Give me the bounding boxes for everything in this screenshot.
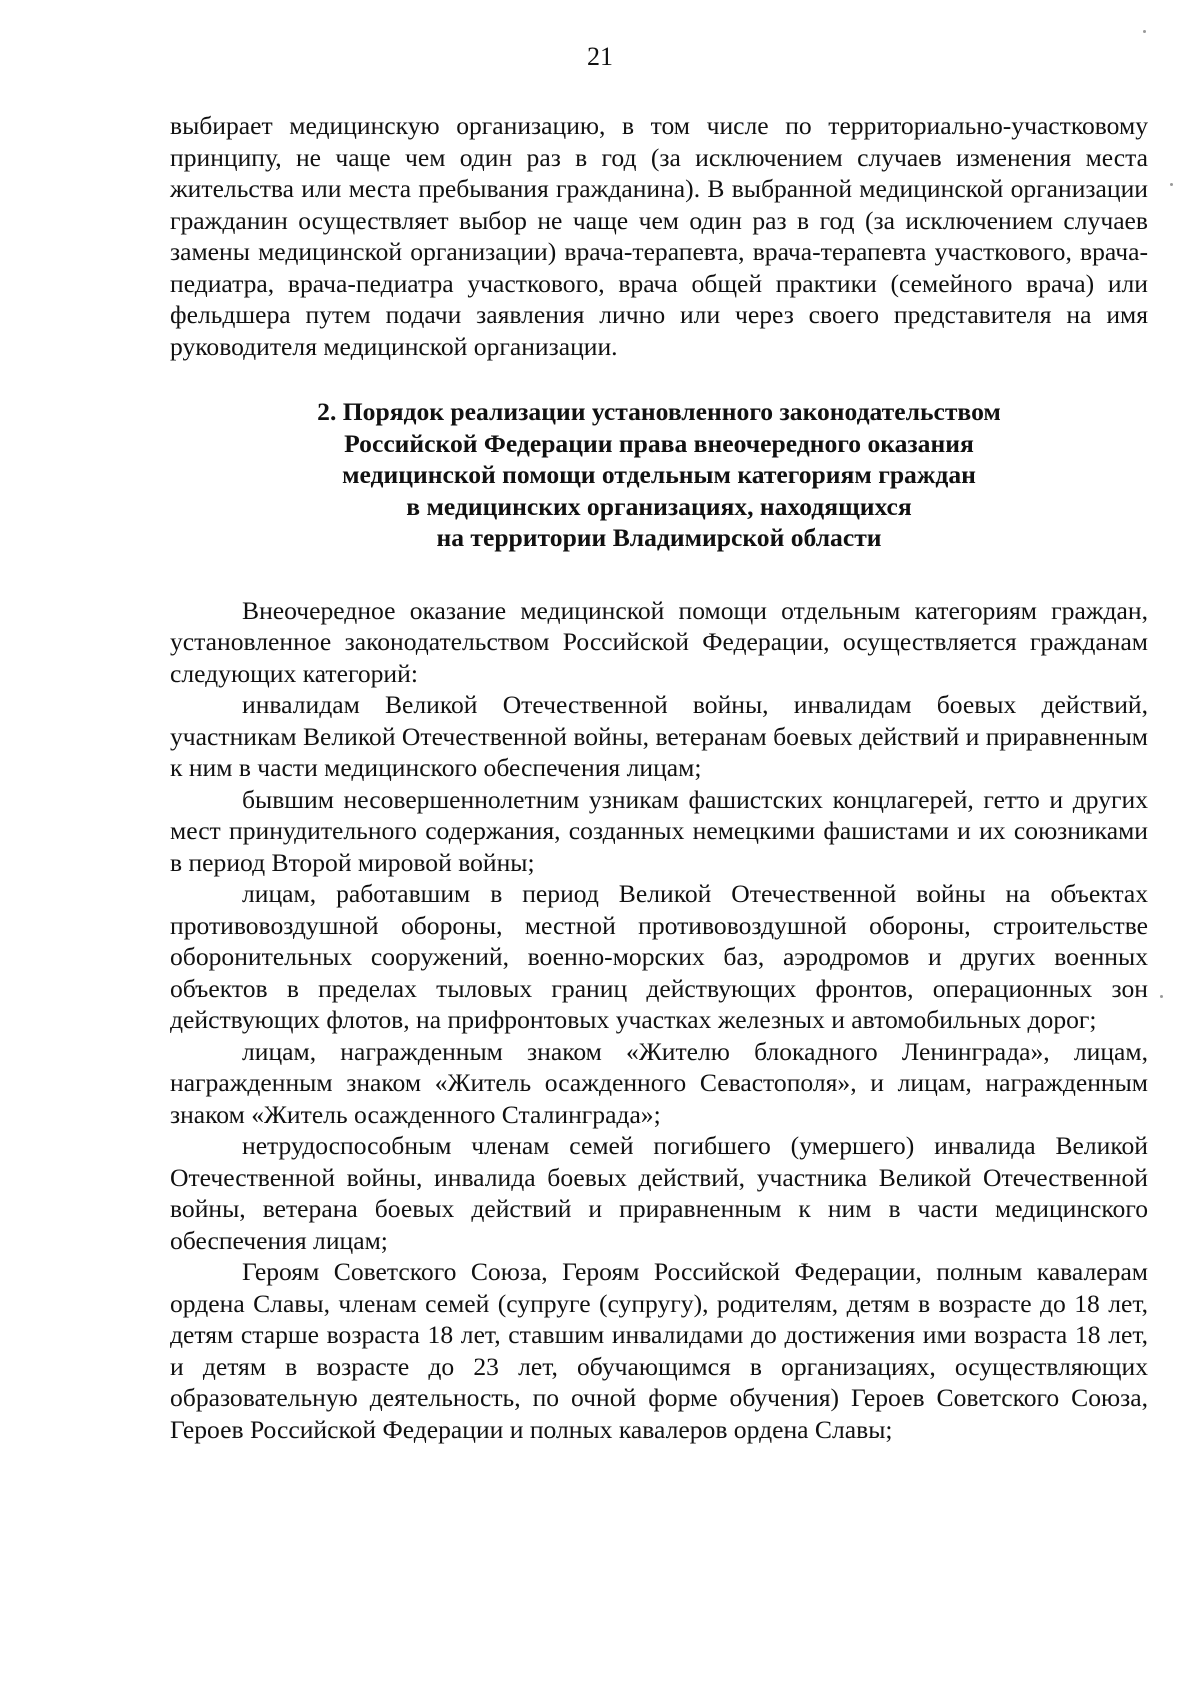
section-heading-line: Российской Федерации права внеочередного оказания (344, 428, 974, 458)
section-heading-line: медицинской помощи отдельным категориям граждан (342, 460, 976, 490)
section-heading-line: на территории Владимирской области (436, 523, 882, 553)
intro-paragraph: выбирает медицинскую организацию, в том числе по территориально-участковому принципу, не чаще чем один раз в год (за исключением случаев изменения места жительства или места пребывания гражданина). В выбранной медицинской организации гражданин осуществляет выбор не чаще чем один раз в год (за исключением случаев замены медицинской организации) врача-терапевта, врача-терапевта участкового, врача-педиатра, врача-педиатра участкового, врача общей практики (семейного врача) или фельдшера путем подачи заявления лично или через своего представителя на имя руководителя медицинской организации. (170, 111, 1148, 361)
section-lead-paragraph: Внеочередное оказание медицинской помощи отдельным категориям граждан, установленное законодательством Российской Федерации, осуществляется гражданам следующих категорий: (170, 595, 1148, 688)
category-item: лицам, награжденным знаком «Жителю блокадного Ленинграда», лицам, награжденным знаком «Житель осажденного Севастополя», и лицам, награжденным знаком «Житель осажденного Сталинграда»; (170, 1036, 1148, 1129)
scan-speck (1160, 995, 1163, 998)
page-number: 21 (587, 42, 613, 71)
document-body (170, 110, 1148, 1445)
category-item: бывшим несовершеннолетним узникам фашистских концлагерей, гетто и других мест принудительного содержания, созданных немецкими фашистами и их союзниками в период Второй мировой войны; (170, 784, 1148, 877)
category-item: инвалидам Великой Отечественной войны, инвалидам боевых действий, участникам Великой Отечественной войны, ветеранам боевых действий и приравненным к ним в части медицинского обеспечения лицам; (170, 690, 1148, 783)
scan-speck (1170, 183, 1173, 186)
category-item: нетрудоспособным членам семей погибшего (умершего) инвалида Великой Отечественной войны, инвалида боевых действий, участника Великой Отечественной войны, ветерана боевых действий и приравненным к ним в части медицинского обеспечения лицам; (170, 1131, 1148, 1255)
category-item: лицам, работавшим в период Великой Отечественной войны на объектах противовоздушной обороны, местной противовоздушной обороны, строительстве оборонительных сооружений, военно-морских баз, аэродромов и других военных объектов в пределах тыловых границ действующих фронтов, операционных зон действующих флотов, на прифронтовых участках железных и автомобильных дорог; (170, 879, 1148, 1035)
section-heading-line: 2. Порядок реализации установленного законодательством (317, 397, 1001, 426)
scan-speck (1143, 30, 1146, 33)
section-heading (170, 396, 1148, 554)
section-heading-line: в медицинских организациях, находящихся (406, 491, 912, 521)
category-item: Героям Советского Союза, Героям Российской Федерации, полным кавалерам ордена Славы, членам семей (супруге (супругу), родителям, детям в возрасте до 18 лет, детям старше возраста 18 лет, ставшим инвалидами до достижения ими возраста 18 лет, и детям в возрасте до 23 лет, обучающимся в организациях, осуществляющих образовательную деятельность, по очной форме обучения) Героев Советского Союза, Героев Российской Федерации и полных кавалеров ордена Славы; (170, 1257, 1148, 1444)
